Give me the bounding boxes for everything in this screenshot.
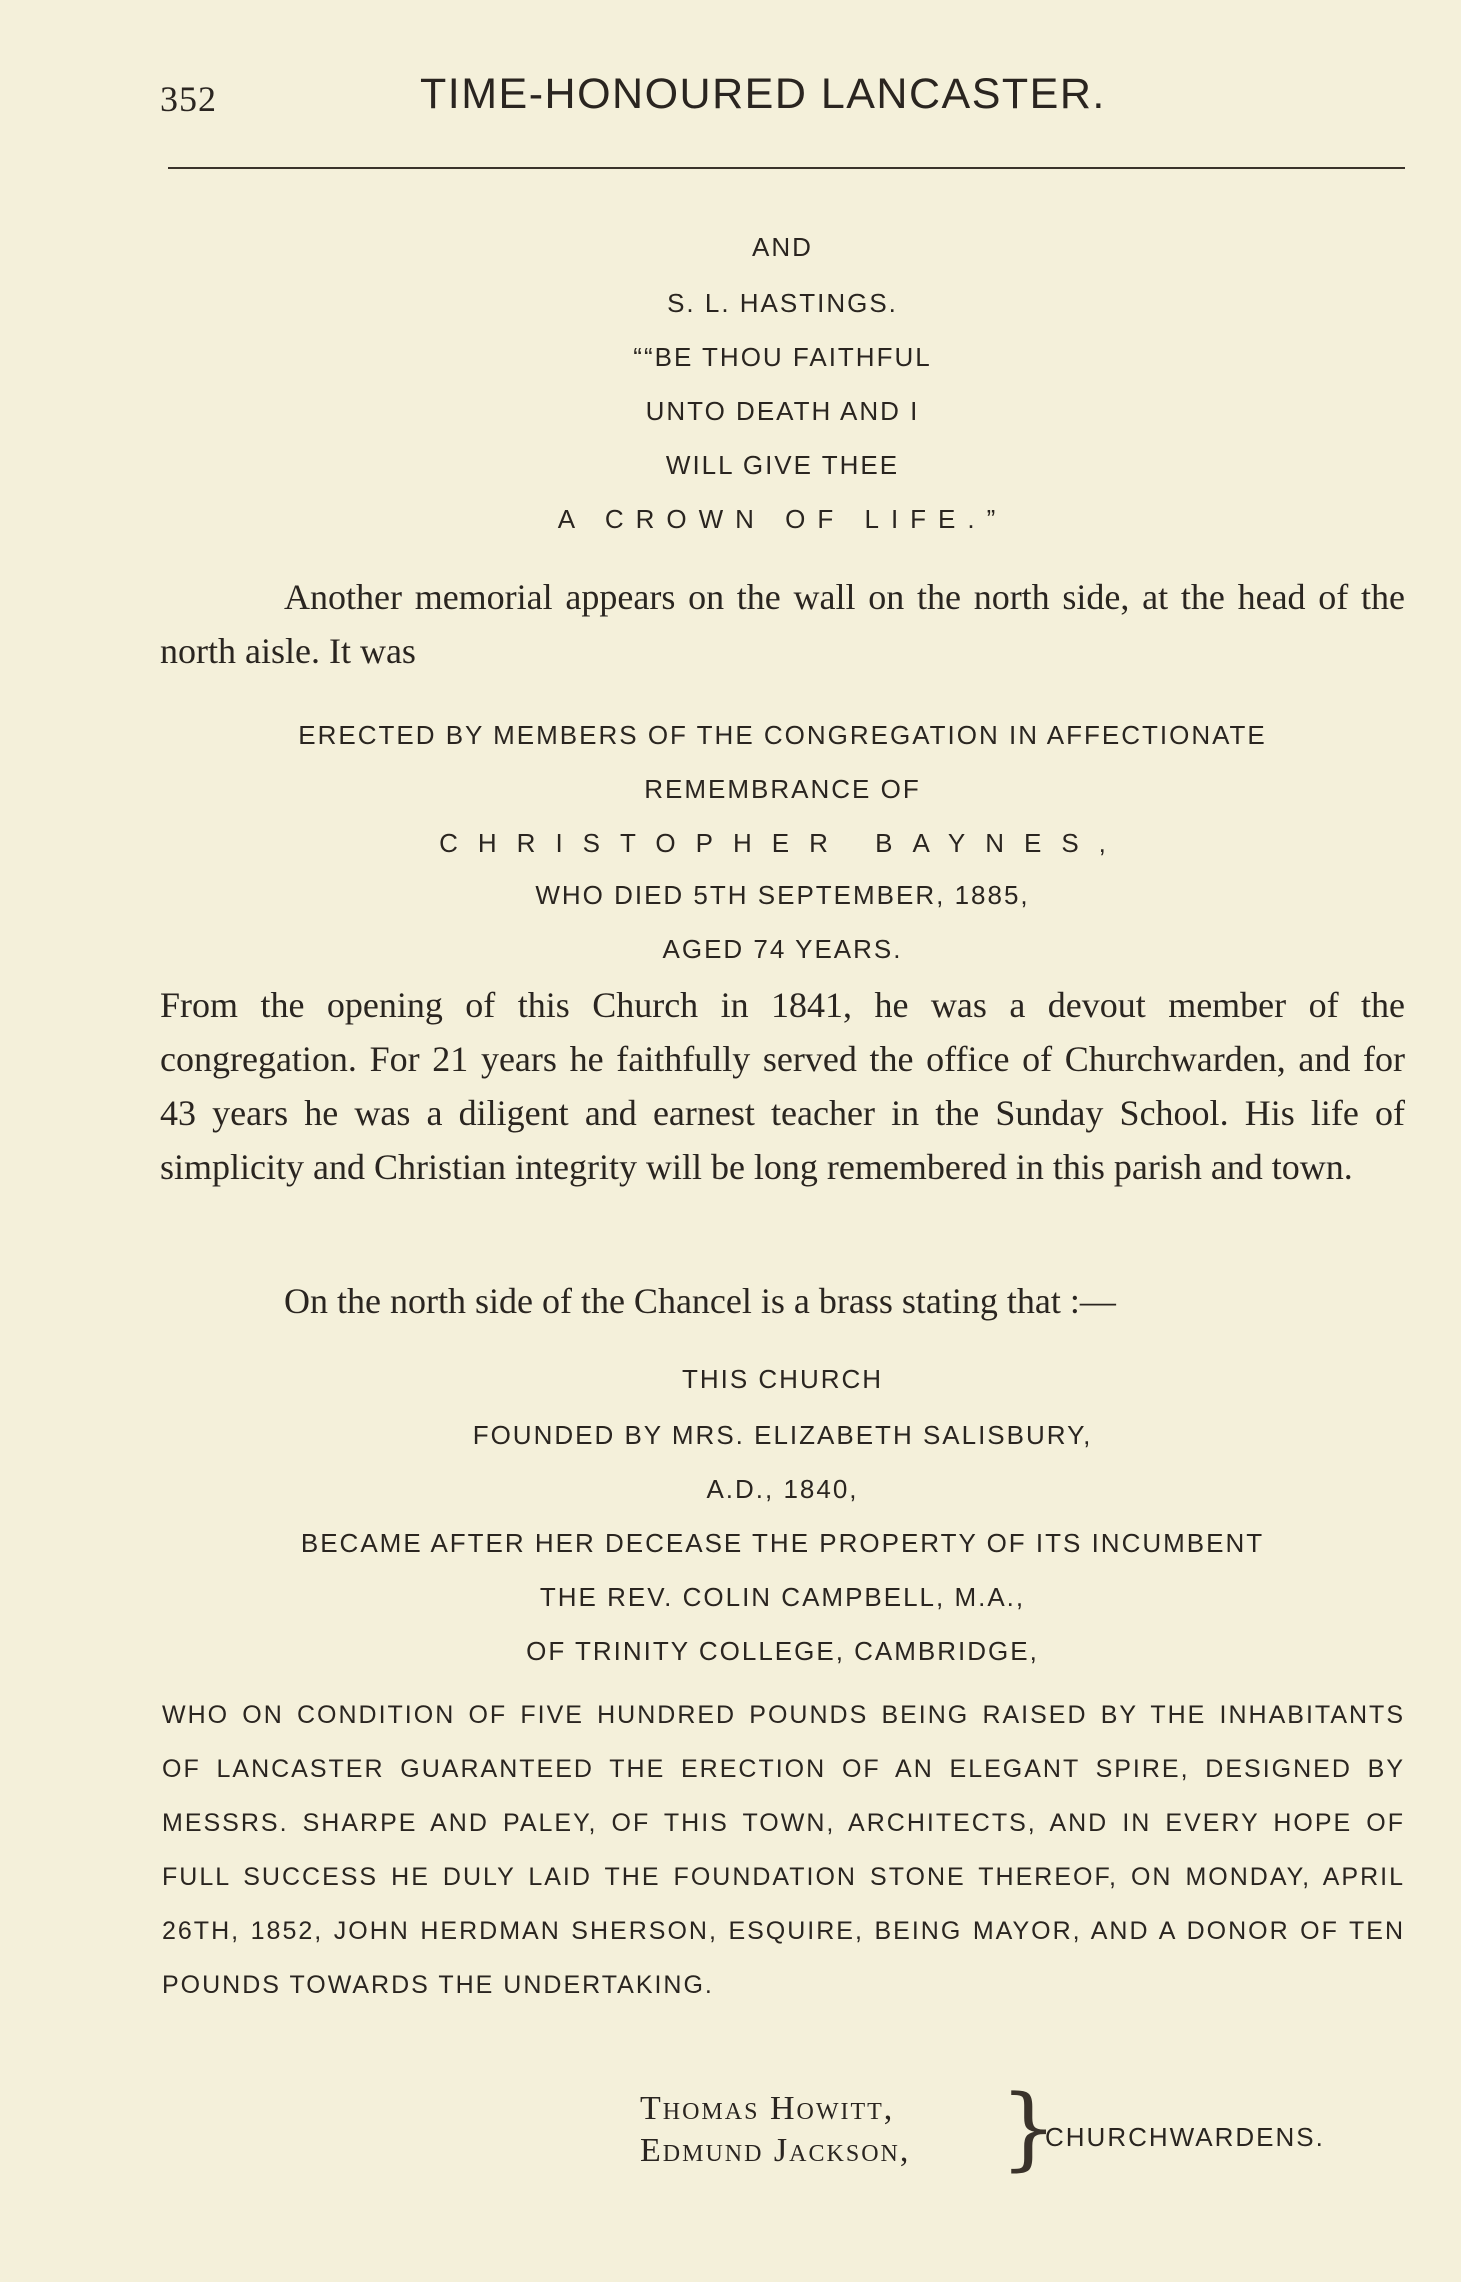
inscription-line: AGED 74 YEARS. xyxy=(662,934,903,964)
paragraph-baynes-tribute: From the opening of this Church in 1841, he was a devout member of the congregation. For 21 years he faithfully served the office of Churchwarden, and for 43 years he was a diligent and earnest teacher in the Sunday School. His life of simplicity and Christian integrity will be long remembered in this parish and town. xyxy=(160,985,1405,1187)
inscription-line: UNTO DEATH AND I xyxy=(645,396,920,426)
page-header xyxy=(0,64,1461,124)
signatory-names xyxy=(640,2088,910,2172)
inscription-line: CHRISTOPHER BAYNES, xyxy=(439,828,1126,858)
running-title: TIME-HONOURED LANCASTER. xyxy=(420,70,1106,118)
paragraph-chancel-brass: On the north side of the Chancel is a brass stating that :— xyxy=(284,1281,1116,1321)
inscription-line: ““BE THOU FAITHFUL xyxy=(633,342,932,372)
right-brace: } xyxy=(1000,2076,1058,2181)
inscription-line: AND xyxy=(752,232,813,262)
signatory-role: CHURCHWARDENS. xyxy=(1045,2122,1325,2152)
inscription-line: WILL GIVE THEE xyxy=(665,450,900,480)
inscription-line: BECAME AFTER HER DECEASE THE PROPERTY OF ITS INCUMBENT xyxy=(300,1528,1265,1558)
inscription-line: S. L. HASTINGS. xyxy=(667,288,898,318)
inscription-line: FOUNDED BY MRS. ELIZABETH SALISBURY, xyxy=(472,1420,1093,1450)
inscription-line: OF TRINITY COLLEGE, CAMBRIDGE, xyxy=(526,1636,1039,1666)
inscription-line: THIS CHURCH xyxy=(681,1364,884,1394)
page-number: 352 xyxy=(160,79,217,119)
inscription-line: A CROWN OF LIFE.” xyxy=(557,504,1008,534)
churchwardens-signature xyxy=(640,2076,1420,2188)
header-rule xyxy=(168,167,1405,169)
inscription-line: THE REV. COLIN CAMPBELL, M.A., xyxy=(539,1582,1026,1612)
signatory-name: Edmund Jackson, xyxy=(640,2132,911,2169)
inscription-line: WHO DIED 5TH SEPTEMBER, 1885, xyxy=(535,880,1030,910)
inscription-line: ERECTED BY MEMBERS OF THE CONGREGATION IN AFFECTIONATE xyxy=(298,720,1267,750)
inscription-line: REMEMBRANCE OF xyxy=(644,774,921,804)
inscription-body: WHO ON CONDITION OF FIVE HUNDRED POUNDS BEING RAISED BY THE INHABITANTS OF LANCASTER GUARANTEED THE ERECTION OF AN ELEGANT SPIRE, DESIGNED BY MESSRS. SHARPE AND PALEY, OF THIS TOWN, ARCHITECTS, AND IN EVERY HOPE OF FULL SUCCESS HE DULY LAID THE FOUNDATION STONE THEREOF, ON MONDAY, APRIL 26TH, 1852, JOHN HERDMAN SHERSON, ESQUIRE, BEING MAYOR, AND A DONOR OF TEN POUNDS TOWARDS THE UNDERTAKING. xyxy=(162,1701,1405,1999)
signatory-name: Thomas Howitt, xyxy=(640,2090,895,2127)
paragraph-north-wall: Another memorial appears on the wall on the north side, at the head of the north aisle. It was xyxy=(160,577,1405,671)
inscription-line: A.D., 1840, xyxy=(706,1474,859,1504)
